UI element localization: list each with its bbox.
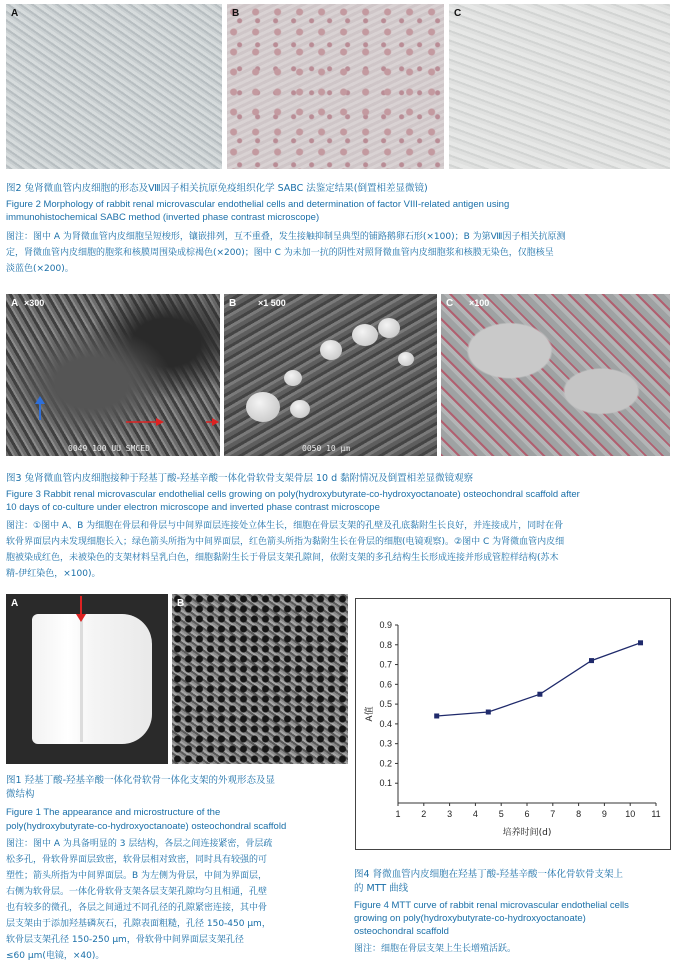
y-tick-label: 0.7 xyxy=(379,659,392,670)
fig3-cell-blob xyxy=(320,340,342,360)
fig3-cell-blob xyxy=(398,352,414,366)
y-tick-label: 0.9 xyxy=(379,620,392,630)
y-axis-label: A值 xyxy=(365,706,375,722)
fig1-note-line: 松多孔，骨软骨界面层致密，软骨层相对致密，同时具有较强的可 xyxy=(6,855,268,865)
x-axis-label: 培养时间(d) xyxy=(502,828,552,838)
data-point xyxy=(486,710,491,715)
fig2-title-en-1: Figure 2 Morphology of rabbit renal microvascular endothelial cells and determination of factor VIII-related antigen using xyxy=(6,199,510,210)
y-tick-label: 0.1 xyxy=(379,778,392,789)
x-tick-label: 1 xyxy=(395,809,401,819)
fig3-mag-c: ×100 xyxy=(469,298,490,308)
fig3-note-4: 精-伊红染色，×100)。 xyxy=(6,569,101,579)
fig4-mtt-chart xyxy=(356,599,670,849)
fig2-panel-a xyxy=(6,4,222,169)
fig3-note-3: 胞被染成红色，未被染色的支架材料呈乳白色，细胞黏附生长于骨层支架孔隙间，依附支架的多孔结构生长形成连接并形成管腔样结构(苏木 xyxy=(6,553,559,563)
x-tick-label: 10 xyxy=(625,809,636,819)
fig2-title-cn: 图2 兔肾微血管内皮细胞的形态及Ⅷ因子相关抗原免疫组织化学 SABC 法鉴定结果(倒置相差显微镜) xyxy=(6,183,428,194)
fig3-cell-blob xyxy=(246,392,280,422)
fig1-note-line: ≤60 μm(电镜，×40)。 xyxy=(6,951,105,961)
fig3-sem-bar-b: 0050 10 μm xyxy=(302,444,351,453)
fig4-chart-frame xyxy=(355,598,671,850)
fig2-note-2: 定，肾微血管内皮细胞的胞浆和核膜周围染成棕褐色(×200)；图中 C 为未加一抗的阴性对照肾微血管内皮细胞浆和核膜无染色，仅胞核呈 xyxy=(6,248,554,258)
fig1-note-line: 也有较多的微孔，各层之间通过不同孔径的孔隙紧密连接，其中骨 xyxy=(6,903,268,913)
fig2-label-b: B xyxy=(232,8,240,19)
fig1-label-b: B xyxy=(177,598,185,609)
fig1-arrow xyxy=(6,594,168,634)
fig1-note xyxy=(6,836,348,964)
x-tick-label: 3 xyxy=(447,809,453,819)
series-line xyxy=(437,643,641,716)
x-tick-label: 2 xyxy=(421,809,427,819)
data-point xyxy=(434,713,439,718)
x-tick-label: 5 xyxy=(498,809,504,819)
fig4-title-en-1: Figure 4 MTT curve of rabbit renal microvascular endothelial cells xyxy=(354,900,629,911)
fig2-note-1: 图注：图中 A 为肾微血管内皮细胞呈短梭形，镶嵌排列，互不重叠，发生接触抑制呈典型的铺路鹅卵石形(×100)；B 为第Ⅷ因子相关抗原测 xyxy=(6,232,566,242)
fig3-cell-blob xyxy=(378,318,400,338)
x-tick-label: 4 xyxy=(472,809,478,819)
fig3-panel-c xyxy=(441,294,670,456)
fig4-note: 图注：细胞在骨层支架上生长增殖活跃。 xyxy=(354,944,517,954)
fig4-title-cn-1: 图4 肾微血管内皮细胞在羟基丁酸-羟基辛酸一体化骨软骨支架上 xyxy=(354,869,623,880)
fig4-title-en-3: osteochondral scaffold xyxy=(354,926,449,937)
fig4-title-cn-2: 的 MTT 曲线 xyxy=(354,883,409,894)
fig2-label-c: C xyxy=(454,8,462,19)
y-tick-label: 0.8 xyxy=(379,639,392,650)
fig1-panel-a xyxy=(6,594,168,764)
fig1-title-en-1: Figure 1 The appearance and microstructure of the xyxy=(6,807,221,818)
fig3-title-cn: 图3 兔肾微血管内皮细胞接种于羟基丁酸-羟基辛酸一体化骨软骨支架骨层 10 d 黏附情况及倒置相差显微镜观察 xyxy=(6,473,474,484)
fig3-title-en-1: Figure 3 Rabbit renal microvascular endothelial cells growing on poly(hydroxybutyrate-co-hydroxyoctanoate) osteochondral scaffold after xyxy=(6,489,580,500)
y-tick-label: 0.5 xyxy=(379,699,392,710)
x-tick-label: 6 xyxy=(524,809,530,819)
data-point xyxy=(589,658,594,663)
fig3-title-en-2: 10 days of co-culture under electron microscope and inverted phase contrast microscope xyxy=(6,502,380,513)
y-tick-label: 0.4 xyxy=(379,718,392,729)
fig2-note-3: 淡蓝色(×200)。 xyxy=(6,264,74,274)
fig1-title-en-2: poly(hydroxybutyrate-co-hydroxyoctanoate) osteochondral scaffold xyxy=(6,821,287,832)
interface-layer xyxy=(80,618,83,742)
fig3-label-b: B xyxy=(229,298,237,309)
fig1-note-line: 软骨层支架孔径 150-250 μm，骨软骨中间界面层支架孔径 xyxy=(6,935,244,945)
fig2-panel-b xyxy=(227,4,444,169)
fig3-cell-blob xyxy=(352,324,378,346)
fig3-arrows xyxy=(6,294,220,456)
fig3-label-a: A xyxy=(11,298,19,309)
fig3-note-2: 软骨界面层内未发现细胞长入；绿色箭头所指为中间界面层，红色箭头所指为黏附生长在骨层的细胞(电镜观察)。②图中 C 为肾微血管内皮细 xyxy=(6,537,565,547)
y-tick-label: 0.3 xyxy=(379,738,392,749)
y-tick-label: 0.6 xyxy=(379,679,392,690)
fig1-note-line: 右侧为软骨层。一体化骨软骨支架各层支架孔隙均匀且相通，孔壁 xyxy=(6,887,268,897)
x-tick-label: 7 xyxy=(550,809,556,819)
fig3-cell-blob xyxy=(290,400,310,418)
fig4-title-en-2: growing on poly(hydroxybutyrate-co-hydroxyoctanoate) xyxy=(354,913,586,924)
fig3-panel-a xyxy=(6,294,220,456)
x-tick-label: 11 xyxy=(651,809,661,819)
fig3-mag-a: ×300 xyxy=(24,298,45,308)
y-tick-label: 0.2 xyxy=(379,758,392,769)
fig3-label-c: C xyxy=(446,298,454,309)
fig1-title-cn-2: 微结构 xyxy=(6,789,35,800)
data-point xyxy=(638,640,643,645)
fig3-cell-blob xyxy=(284,370,302,386)
fig1-label-a: A xyxy=(11,598,19,609)
fig2-label-a: A xyxy=(11,8,19,19)
fig1-panel-b xyxy=(172,594,348,764)
fig3-sem-bar-a: 0049 100 UU SMCED xyxy=(68,444,150,453)
fig1-note-line: 层支架由于添加羟基磷灰石，孔隙表面粗糙，孔径 150-450 μm， xyxy=(6,919,271,929)
fig3-panel-b xyxy=(224,294,437,456)
fig2-title-en-2: immunohistochemical SABC method (inverted phase contrast microscope) xyxy=(6,212,320,223)
fig3-note-1: 图注：①图中 A、B 为细胞在骨层和骨层与中间界面层连接处立体生长，细胞在骨层支架的孔壁及孔底黏附生长良好，并连接成片，同时在骨 xyxy=(6,521,564,531)
x-tick-label: 9 xyxy=(601,809,607,819)
fig1-title-cn-1: 图1 羟基丁酸-羟基辛酸一体化骨软骨一体化支架的外观形态及显 xyxy=(6,775,275,786)
fig1-note-line: 图注：图中 A 为具备明显的 3 层结构，各层之间连接紧密，骨层疏 xyxy=(6,839,273,849)
fig2-panel-c xyxy=(449,4,670,169)
data-point xyxy=(537,692,542,697)
fig1-note-line: 塑性；箭头所指为中间界面层。B 为左侧为骨层，中间为界面层， xyxy=(6,871,268,881)
x-tick-label: 8 xyxy=(576,809,582,819)
fig3-mag-b: ×1 500 xyxy=(258,298,286,308)
